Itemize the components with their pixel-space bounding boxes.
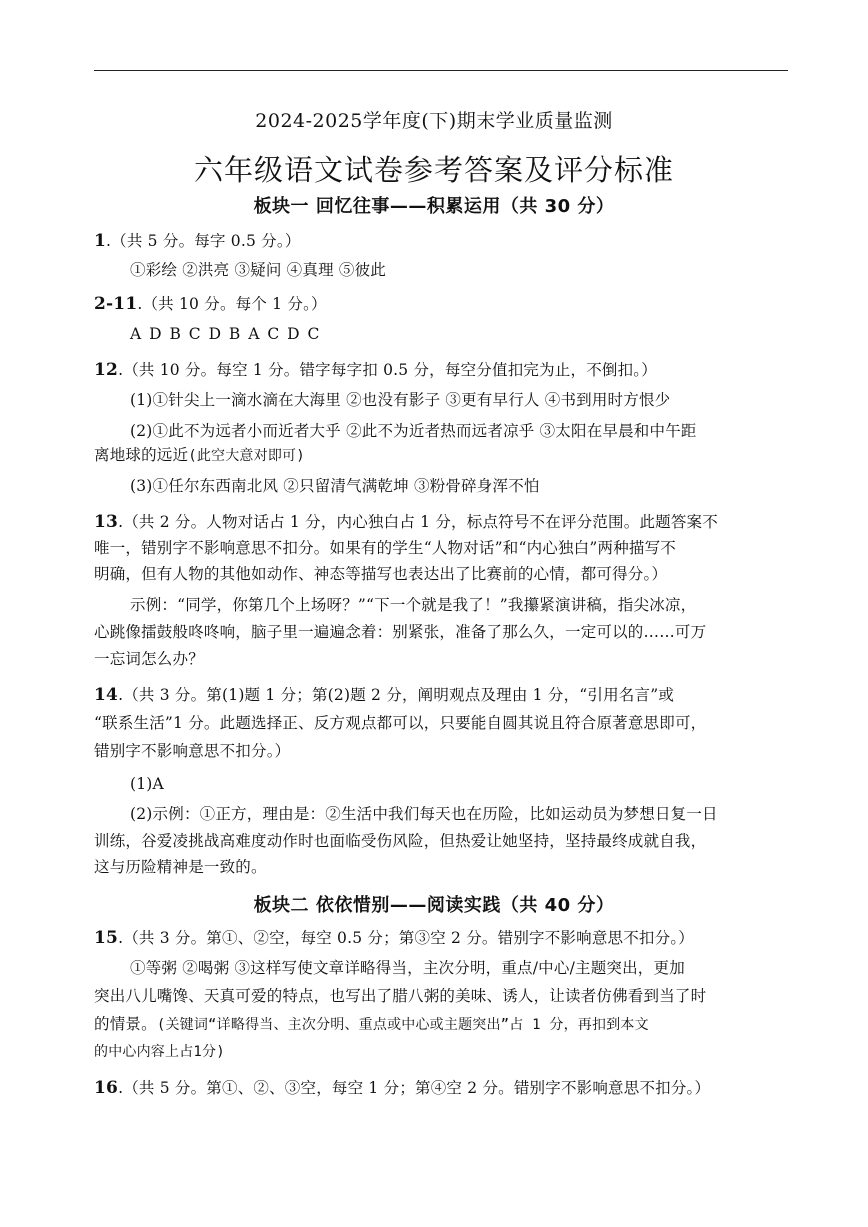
question-14-line-1: [94, 684, 674, 706]
question-13-line-2: 唯一，错别字不影响意思不扣分。如果有的学生“人物对话”和“内心独白”两种描写不: [94, 539, 676, 557]
question-13-line-1: [94, 511, 718, 533]
question-14-part-2-line-2: 训练，谷爱凌挑战高难度动作时也面临受伤风险，但热爱让她坚持，坚持最终成就自我，: [94, 832, 707, 850]
document-title: 六年级语文试卷参考答案及评分标准: [193, 153, 674, 187]
scoring-text: .（共 10 分。每个 1 分。）: [137, 295, 327, 313]
question-15-scoring: [94, 927, 694, 949]
question-2-11-scoring: [94, 293, 327, 315]
question-14-part-1: (1)A: [130, 775, 164, 793]
question-12-part-1: (1)①针尖上一滴水滴在大海里 ②也没有影子 ③更有早行人 ④书到用时方恨少: [130, 391, 671, 409]
question-12-part-3: (3)①任尔东西南北风 ②只留清气满乾坤 ③粉骨碎身浑不怕: [130, 477, 540, 495]
section-1-title: 板块一 回忆往事——积累运用（共 30 分）: [253, 196, 615, 217]
scoring-text: .（共 2 分。人物对话占 1 分，内心独白占 1 分，标点符号不在评分范围。此题答案不: [118, 513, 718, 531]
question-12-part-2-line-1: (2)①此不为远者小而近者大乎 ②此不为近者热而远者凉乎 ③太阳在早晨和中午距: [130, 422, 697, 440]
question-number: 1: [94, 231, 107, 251]
answer-text: 的情景。: [94, 1015, 157, 1033]
question-13-example-line-1: 示例：“同学，你第几个上场呀？”“下一个就是我了！”我攥紧演讲稿，指尖冰凉，: [130, 596, 697, 614]
question-number: 15: [94, 928, 119, 948]
question-14-part-2-line-3: 这与历险精神是一致的。: [94, 858, 267, 876]
question-13-example-line-3: 一忘词怎么办？: [94, 650, 204, 668]
question-15-note-line-2: 的中心内容上占1分): [94, 1044, 225, 1060]
scoring-text: .（共 5 分。每字 0.5 分。）: [106, 232, 301, 250]
question-15-answer-line-1: ①等粥 ②喝粥 ③这样写使文章详略得当，主次分明，重点/中心/主题突出，更加: [130, 959, 685, 977]
question-14-line-2: “联系生活”1 分。此题选择正、反方观点都可以，只要能自圆其说且符合原著意思即可，: [94, 714, 707, 732]
question-1-answer: ①彩绘 ②洪亮 ③疑问 ④真理 ⑤彼此: [130, 261, 387, 279]
section-2-title: 板块二 依依惜别——阅读实践（共 40 分）: [253, 895, 615, 916]
question-12-part-2-line-2: [94, 444, 305, 467]
question-14-line-3: 错别字不影响意思不扣分。）: [94, 742, 291, 760]
top-rule: [94, 70, 788, 71]
scoring-text: .（共 3 分。第(1)题 1 分；第(2)题 2 分，阐明观点及理由 1 分，“引用名言”或: [118, 686, 675, 704]
question-number: 2-11: [94, 294, 138, 314]
scoring-text: .（共 5 分。第①、②、③空，每空 1 分；第④空 2 分。错别字不影响意思不扣分。）: [118, 1079, 711, 1097]
scoring-text: .（共 10 分。每空 1 分。错字每字扣 0.5 分，每空分值扣完为止，不倒扣。）: [118, 361, 657, 379]
question-13-line-3: 明确，但有人物的其他如动作、神态等描写也表达出了比赛前的心情，都可得分。）: [94, 565, 668, 583]
question-13-example-line-2: 心跳像擂鼓般咚咚响，脑子里一遍遍念着：别紧张，准备了那么久，一定可以的……可万: [94, 623, 707, 641]
question-1-scoring: [94, 230, 301, 252]
scoring-text: .（共 3 分。第①、②空，每空 0.5 分；第③空 2 分。错别字不影响意思不扣分。）: [118, 929, 694, 947]
scoring-note: (此空大意对即可): [188, 448, 305, 464]
question-number: 16: [94, 1078, 119, 1098]
scoring-note: (关键词“详略得当、主次分明、重点或中心或主题突出”占 1 分，再扣到本文: [156, 1017, 649, 1033]
question-2-11-answer: A D B C D B A C D C: [130, 325, 321, 343]
question-15-answer-line-2: 突出八儿嘴馋、天真可爱的特点，也写出了腊八粥的美味、诱人，让读者仿佛看到当了时: [94, 987, 707, 1005]
question-number: 12: [94, 360, 119, 380]
question-number: 13: [94, 512, 119, 532]
question-14-part-2-line-1: (2)示例：①正方，理由是：②生活中我们每天也在历险，比如运动员为梦想日复一日: [130, 805, 718, 823]
question-16-scoring: [94, 1077, 710, 1099]
exam-title: 2024-2025学年度(下)期末学业质量监测: [255, 110, 613, 132]
question-15-answer-line-3: [94, 1013, 649, 1036]
question-number: 14: [94, 685, 119, 705]
answer-text: 离地球的远近: [94, 446, 189, 464]
question-12-scoring: [94, 359, 657, 381]
